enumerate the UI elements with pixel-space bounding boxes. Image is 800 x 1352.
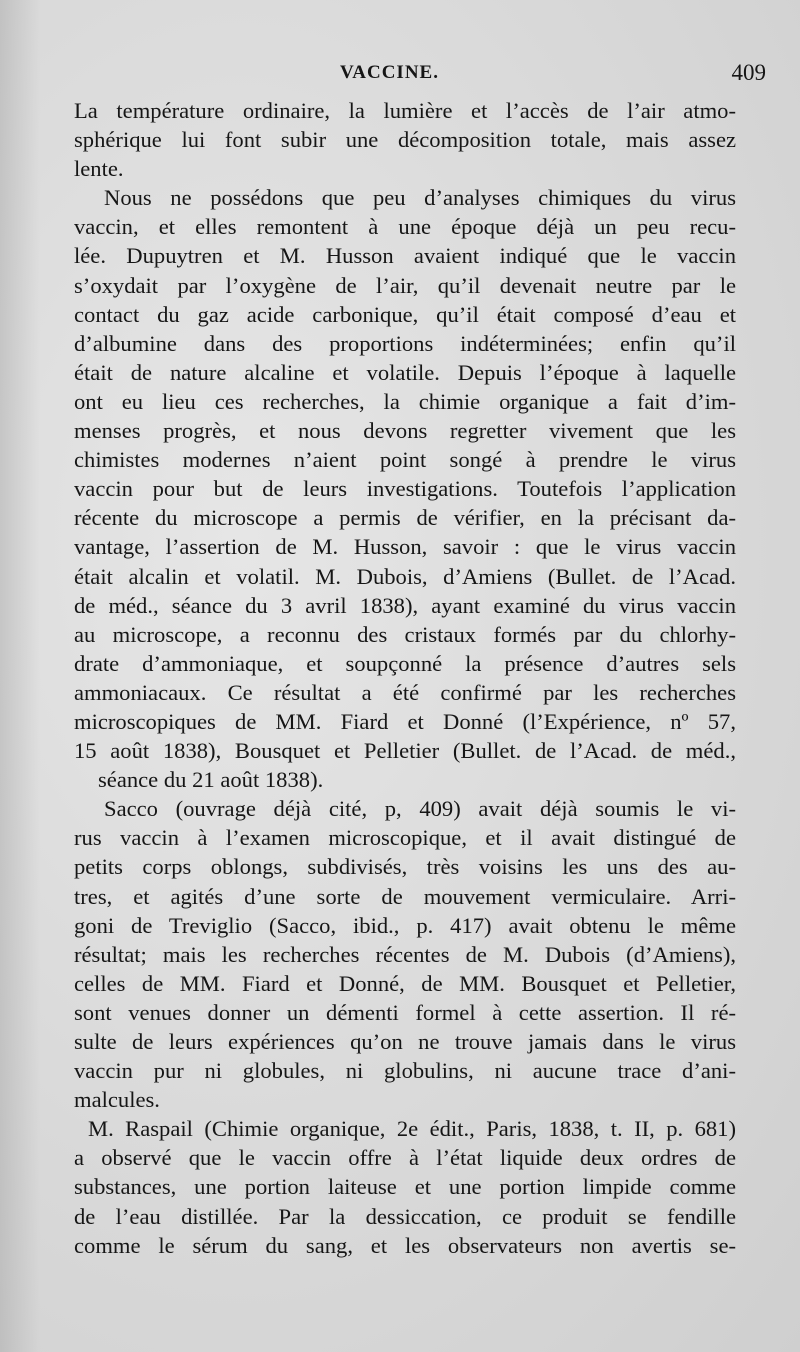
- text-line: a observé que le vaccin offre à l’état liquide deux ordres de: [74, 1145, 736, 1171]
- text-line: vaccin, et elles remontent à une époque déjà un peu recu-: [74, 214, 736, 240]
- text-line: au microscope, a reconnu des cristaux formés par du chlorhy-: [74, 621, 736, 647]
- text-line: malcules.: [74, 1087, 160, 1113]
- text-line: Nous ne possédons que peu d’analyses chimiques du virus: [104, 185, 736, 211]
- text-line: 15 août 1838), Bousquet et Pelletier (Bullet. de l’Acad. de méd.,: [74, 738, 736, 764]
- text-line: de l’eau distillée. Par la dessiccation, ce produit se fendille: [74, 1203, 736, 1229]
- text-line: goni de Treviglio (Sacco, ibid., p. 417) avait obtenu le même: [74, 912, 736, 938]
- text-line: drate d’ammoniaque, et soupçonné la présence d’autres sels: [74, 650, 736, 676]
- text-line: La température ordinaire, la lumière et l’accès de l’air atmo-: [74, 98, 736, 123]
- text-line: vantage, l’assertion de M. Husson, savoir : que le virus vaccin: [74, 534, 736, 560]
- text-line: comme le sérum du sang, et les observateurs non avertis se-: [74, 1232, 736, 1258]
- text-line: Sacco (ouvrage déjà cité, p, 409) avait déjà soumis le vi-: [104, 796, 736, 822]
- gutter-shadow: [0, 0, 40, 1352]
- text-line: vaccin pour but de leurs investigations. Toutefois l’application: [74, 476, 736, 502]
- text-line: rus vaccin à l’examen microscopique, et il avait distingué de: [74, 825, 736, 851]
- text-line: menses progrès, et nous devons regretter vivement que les: [74, 418, 736, 444]
- text-line: ammoniacaux. Ce résultat a été confirmé par les recherches: [74, 679, 736, 705]
- text-line: d’albumine dans des proportions indéterminées; enfin qu’il: [74, 330, 736, 356]
- text-line: s’oxydait par l’oxygène de l’air, qu’il devenait neutre par le: [74, 272, 736, 298]
- text-line: M. Raspail (Chimie organique, 2e édit., Paris, 1838, t. II, p. 681): [88, 1116, 736, 1142]
- text-line: contact du gaz acide carbonique, qu’il était composé d’eau et: [74, 301, 736, 327]
- text-line: résultat; mais les recherches récentes de M. Dubois (d’Amiens),: [74, 941, 736, 967]
- text-line: séance du 21 août 1838).: [98, 767, 324, 793]
- text-line: sulte de leurs expériences qu’on ne trouve jamais dans le virus: [74, 1029, 736, 1054]
- running-title: VACCINE.: [340, 62, 439, 83]
- text-line: sont venues donner un démenti formel à cette assertion. Il ré-: [74, 999, 736, 1025]
- body-text: [74, 96, 736, 1260]
- text-line: sphérique lui font subir une décomposition totale, mais assez: [74, 127, 736, 153]
- text-line: ont eu lieu ces recherches, la chimie organique a fait d’im-: [74, 388, 736, 414]
- text-line: substances, une portion laiteuse et une portion limpide comme: [74, 1174, 736, 1200]
- text-line: microscopiques de MM. Fiard et Donné (l’Expérience, nº 57,: [74, 708, 736, 734]
- text-line: était de nature alcaline et volatile. Depuis l’époque à laquelle: [74, 359, 736, 385]
- text-line: lente.: [74, 156, 124, 182]
- text-line: vaccin pur ni globules, ni globulins, ni aucune trace d’ani-: [74, 1058, 736, 1084]
- text-line: petits corps oblongs, subdivisés, très voisins les uns des au-: [74, 854, 736, 880]
- running-head: [0, 62, 800, 92]
- page-number: 409: [731, 60, 766, 85]
- text-line: de méd., séance du 3 avril 1838), ayant examiné du virus vaccin: [74, 592, 736, 618]
- text-line: celles de MM. Fiard et Donné, de MM. Bousquet et Pelletier,: [74, 970, 736, 996]
- text-line: récente du microscope a permis de vérifier, en la précisant da-: [74, 505, 736, 531]
- text-line: chimistes modernes n’aient point songé à prendre le virus: [74, 447, 736, 473]
- text-line: était alcalin et volatil. M. Dubois, d’Amiens (Bullet. de l’Acad.: [74, 563, 736, 589]
- text-line: lée. Dupuytren et M. Husson avaient indiqué que le vaccin: [74, 243, 736, 269]
- text-line: tres, et agités d’une sorte de mouvement vermiculaire. Arri-: [74, 883, 736, 909]
